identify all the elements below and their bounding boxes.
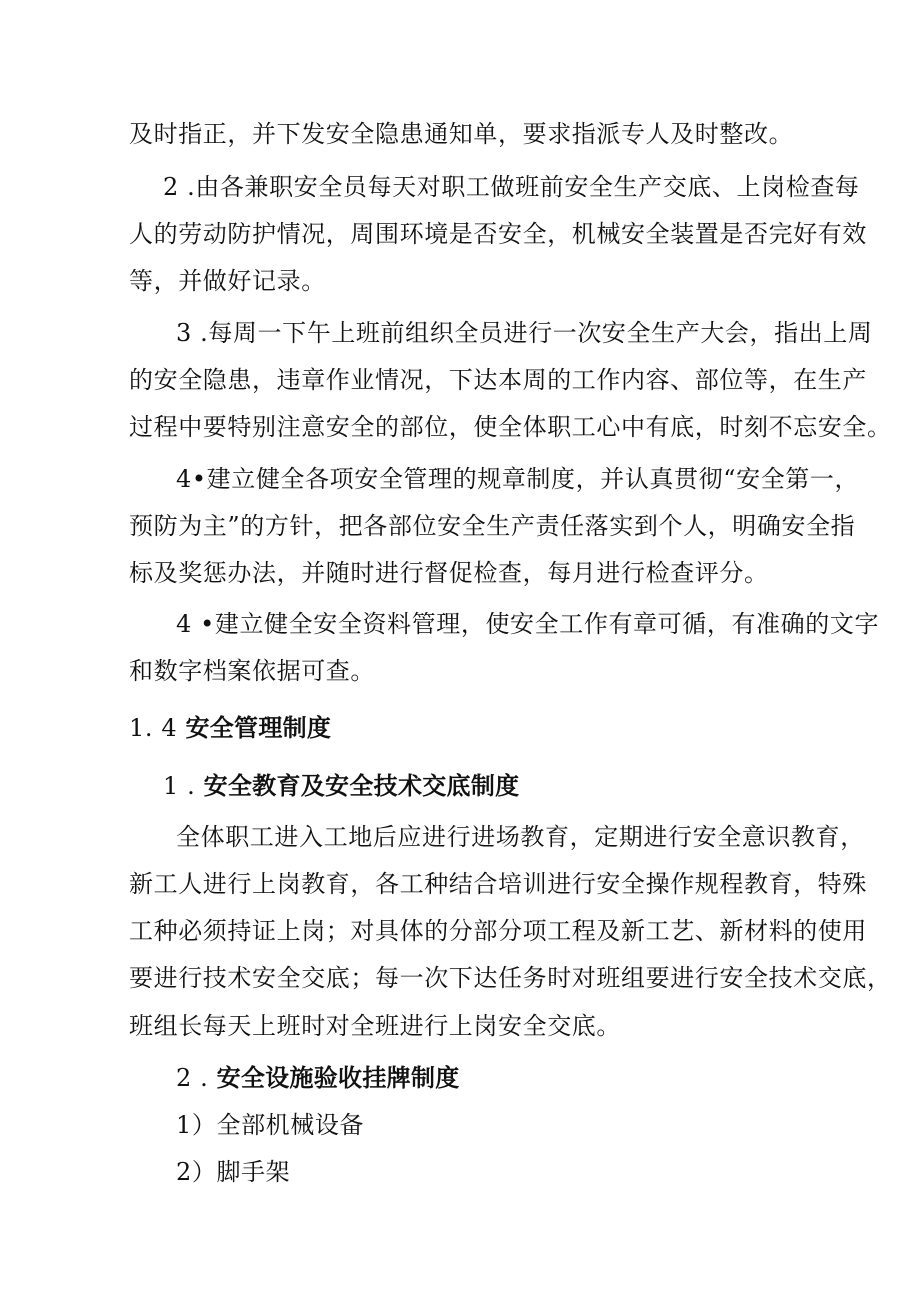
paragraph-line: 工种必须持证上岗；对具体的分部分项工程及新工艺、新材料的使用: [129, 917, 867, 945]
subsection-title: 安全设施验收挂牌制度: [216, 1064, 460, 1092]
paragraph-line: 要进行技术安全交底；每一次下达任务时对班组要进行安全技术交底，: [129, 964, 892, 992]
paragraph-line: 预防为主”的方针，把各部位安全生产责任落实到个人，明确安全指: [129, 512, 856, 540]
paragraph-line: 及时指正，并下发安全隐患通知单，要求指派专人及时整改。: [129, 120, 794, 148]
list-item: 2）脚手架: [176, 1158, 291, 1186]
paragraph-line: 2 .由各兼职安全员每天对职工做班前安全生产交底、上岗检查每: [163, 173, 860, 201]
paragraph-line: 和数字档案依据可查。: [129, 657, 375, 685]
paragraph-line: 全体职工进入工地后应进行进场教育，定期进行安全意识教育，: [176, 823, 865, 851]
section-heading: [129, 713, 331, 743]
section-title: 安全管理制度: [185, 714, 332, 742]
paragraph-line: 4•建立健全各项安全管理的规章制度，并认真贯彻“安全第一，: [176, 465, 860, 493]
paragraph-line: 的安全隐患，违章作业情况，下达本周的工作内容、部位等，在生产: [129, 366, 867, 394]
subsection-number: 1 .: [163, 772, 196, 800]
subsection-heading: [176, 1063, 460, 1093]
list-item: 1）全部机械设备: [176, 1111, 365, 1139]
paragraph-line: 4 •建立健全安全资料管理，使安全工作有章可循，有准确的文字: [176, 610, 880, 638]
section-number: 1. 4: [129, 714, 178, 742]
paragraph-line: 3 .每周一下午上班前组织全员进行一次安全生产大会，指出上周: [176, 319, 873, 347]
paragraph-line: 班组长每天上班时对全班进行上岗安全交底。: [129, 1012, 621, 1040]
subsection-title: 安全教育及安全技术交底制度: [203, 772, 520, 800]
paragraph-line: 等，并做好记录。: [129, 267, 326, 295]
paragraph-line: 过程中要特别注意安全的部位，使全体职工心中有底，时刻不忘安全。: [129, 413, 892, 441]
paragraph-line: 人的劳动防护情况，周围环境是否安全，机械安全装置是否完好有效: [129, 220, 867, 248]
paragraph-line: 新工人进行上岗教育，各工种结合培训进行安全操作规程教育，特殊: [129, 870, 867, 898]
subsection-number: 2 .: [176, 1064, 209, 1092]
subsection-heading: [163, 771, 519, 801]
paragraph-line: 标及奖惩办法，并随时进行督促检查，每月进行检查评分。: [129, 559, 769, 587]
